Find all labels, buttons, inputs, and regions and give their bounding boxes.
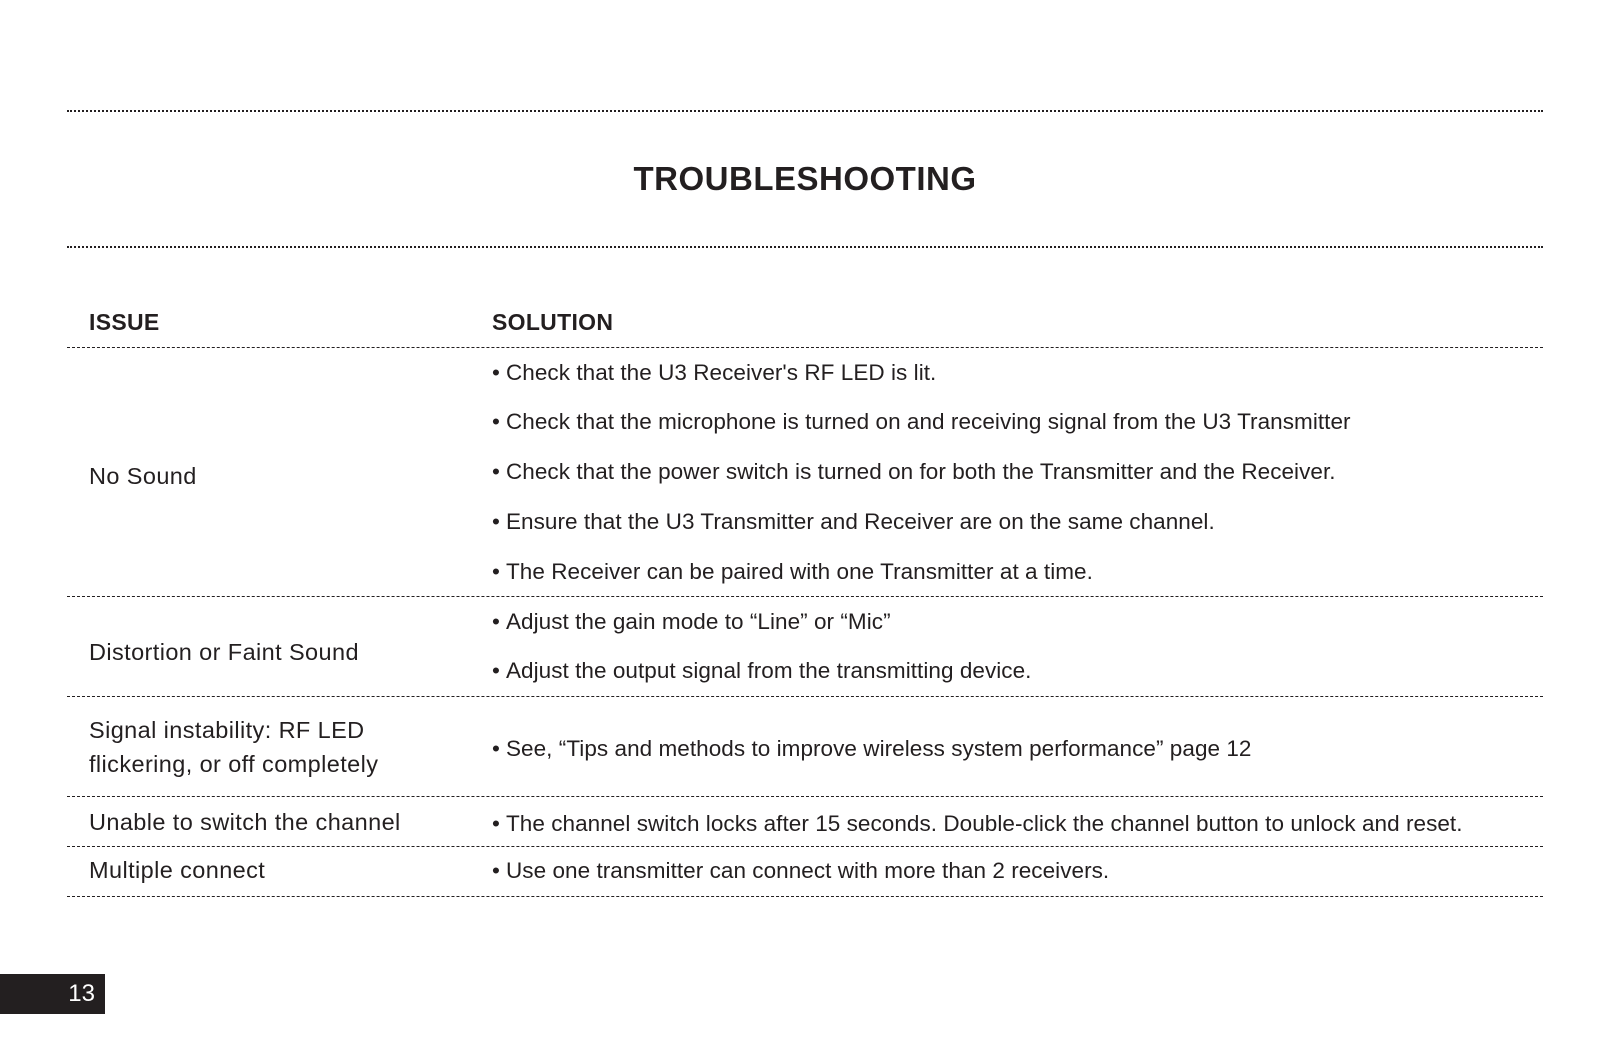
bullet: • [492, 360, 500, 385]
solution-item [492, 358, 936, 388]
bullet: • [492, 736, 500, 761]
solution-item [492, 856, 1109, 886]
solution-text: Ensure that the U3 Transmitter and Receiver are on the same channel. [506, 509, 1215, 534]
table-bottom-rule [67, 896, 1543, 897]
issue-cell: Multiple connect [89, 857, 266, 883]
solution-item [492, 607, 891, 637]
bullet: • [492, 459, 500, 484]
solution-item [492, 656, 1031, 686]
bullet: • [492, 658, 500, 683]
solution-text: Use one transmitter can connect with more than 2 receivers. [506, 858, 1110, 883]
solution-item [492, 809, 1463, 839]
solution-column-header: SOLUTION [492, 309, 614, 335]
issue-cell: Signal instability: RF LED flickering, or off completely [89, 717, 379, 777]
row-divider [67, 846, 1543, 847]
page-number: 13 [0, 974, 105, 1014]
title-bottom-rule [67, 246, 1543, 248]
solution-item [492, 457, 1336, 487]
row-divider [67, 796, 1543, 797]
solution-item [492, 734, 1252, 764]
issue-cell: No Sound [89, 463, 197, 489]
issue-column-header: ISSUE [89, 309, 160, 335]
solution-text: The Receiver can be paired with one Transmitter at a time. [506, 559, 1093, 584]
solution-item [492, 507, 1215, 537]
row-divider [67, 696, 1543, 697]
issue-cell: Distortion or Faint Sound [89, 639, 359, 665]
page-title: TROUBLESHOOTING [633, 160, 977, 197]
solution-text: Check that the power switch is turned on for both the Transmitter and the Receiver. [506, 459, 1336, 484]
row-divider [67, 596, 1543, 597]
top-rule [67, 110, 1543, 112]
bullet: • [492, 811, 500, 836]
solution-item [492, 407, 1351, 437]
bullet: • [492, 609, 500, 634]
solution-text: The channel switch locks after 15 seconds. Double-click the channel button to unlock and reset. [506, 811, 1463, 836]
bullet: • [492, 409, 500, 434]
solution-text: Check that the microphone is turned on and receiving signal from the U3 Transmitter [506, 409, 1351, 434]
issue-cell: Unable to switch the channel [89, 809, 401, 835]
solution-text: Check that the U3 Receiver's RF LED is lit. [506, 360, 937, 385]
header-rule [67, 347, 1543, 348]
bullet: • [492, 858, 500, 883]
solution-text: See, “Tips and methods to improve wireless system performance” page 12 [506, 736, 1252, 761]
solution-text: Adjust the gain mode to “Line” or “Mic” [506, 609, 891, 634]
solution-text: Adjust the output signal from the transmitting device. [506, 658, 1032, 683]
solution-item [492, 557, 1093, 587]
bullet: • [492, 509, 500, 534]
bullet: • [492, 559, 500, 584]
